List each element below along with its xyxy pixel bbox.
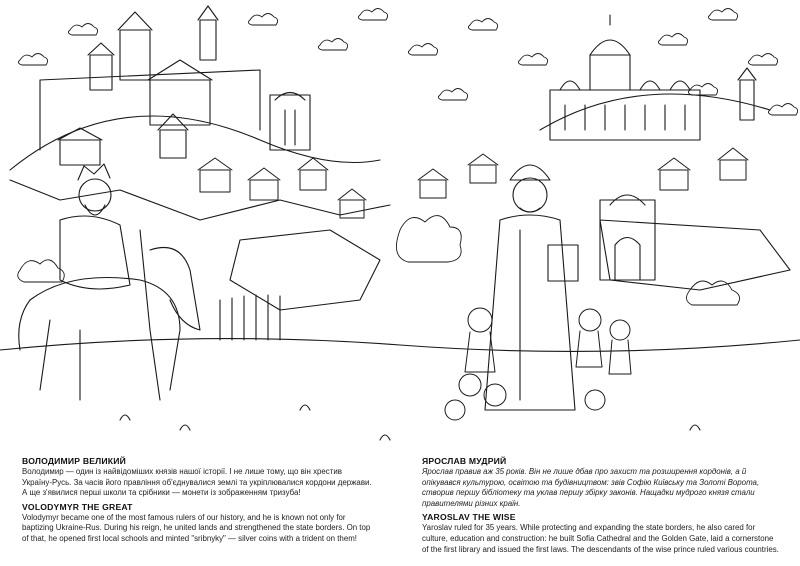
volodymyr-body-uk: Володимир — один із найвідоміших князів нашої історії. І не лише тому, що він хрестив Україну-Русь. За часів його правління об'єднувалися землі та укріплювалися кордони держави. А ще з'явилися перші школи та срібники — монети із зображенням тризуба! xyxy=(22,467,372,498)
sofia-cathedral xyxy=(540,15,770,140)
caption-volodymyr xyxy=(22,456,372,548)
caption-yaroslav xyxy=(422,456,782,558)
ground xyxy=(0,295,800,440)
yaroslav-body-uk: Ярослав правив аж 35 років. Він не лише дбав про захист та розширення кордонів, а й опікувався культурою, освітою та будівництвом: звів Софію Київську та Золоті Ворота, створив першу бібліотеку та уклав першу збірку законів. Нащадки мудрого князя стали правителями різних країн. xyxy=(422,467,760,508)
clouds xyxy=(18,9,797,116)
yaroslav-figure xyxy=(485,165,578,410)
yaroslav-title-en: YAROSLAV THE WISE xyxy=(422,512,516,523)
volodymyr-body-en: Volodymyr became one of the most famous rulers of our history, and he is known not only for baptizing Ukraine-Rus. During his reign, he united lands and strengthened the state borders. On top of that, he opened first local schools and minted "sribnyky" — silver coins with a trident on them! xyxy=(22,512,371,543)
yaroslav-title-uk: ЯРОСЛАВ МУДРИЙ xyxy=(422,456,507,466)
children xyxy=(445,308,631,420)
houses xyxy=(198,148,748,218)
volodymyr-title-en: VOLODYMYR THE GREAT xyxy=(22,501,133,512)
yaroslav-body-en: Yaroslav ruled for 35 years. While protecting and expanding the state borders, he also cared for culture, education and construction: he built Sofia Cathedral and the Golden Gate, laid a cornerstone of the first library and issued the first laws. The descendants of the wise prince ruled various countries. xyxy=(422,523,779,554)
town-walls xyxy=(10,180,790,310)
captions xyxy=(0,456,800,566)
left-fortress xyxy=(10,6,380,170)
volodymyr-title-uk: ВОЛОДИМИР ВЕЛИКИЙ xyxy=(22,456,126,466)
